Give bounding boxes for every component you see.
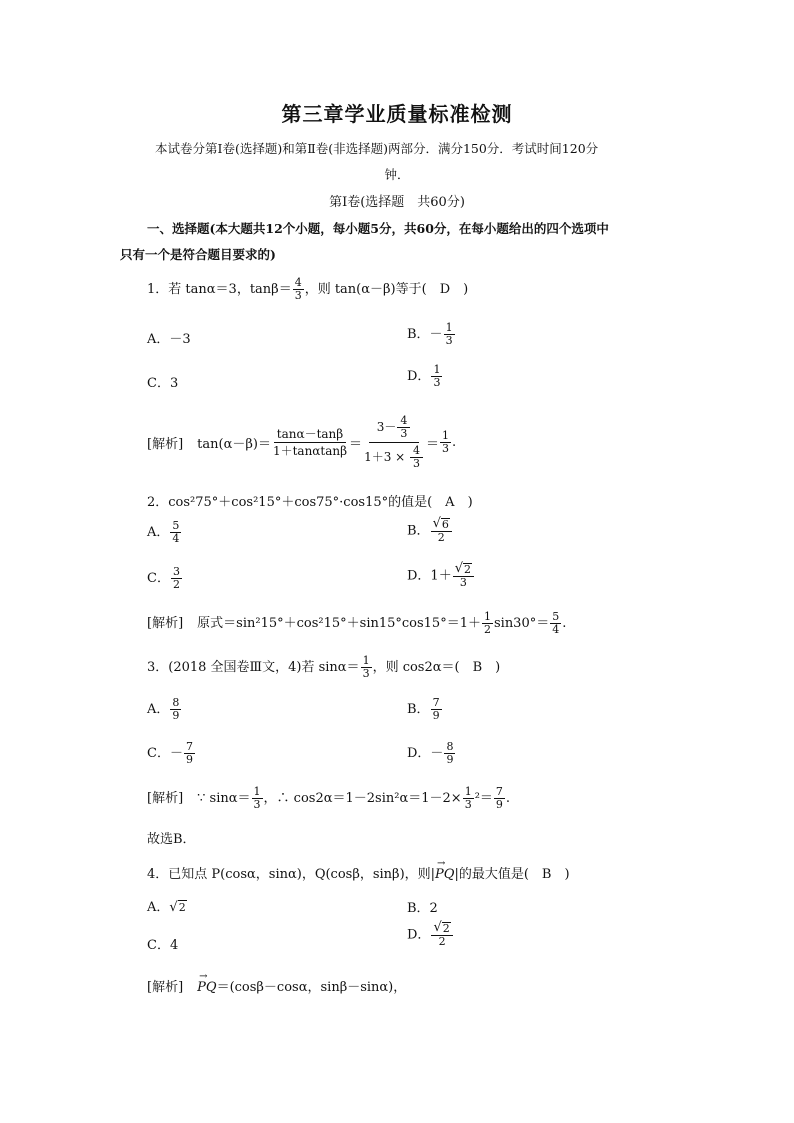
frac-den: 3: [445, 334, 453, 347]
option-label: A．: [147, 900, 170, 915]
frac-den: 3: [400, 426, 408, 440]
stem-text: |的最大值是( B ): [454, 867, 570, 882]
frac-den: 4: [552, 623, 560, 636]
q1-stem-part: β＝: [271, 282, 292, 297]
q1-option-d: [407, 364, 443, 389]
frac-den: 3: [459, 576, 467, 589]
frac-num: [453, 563, 474, 577]
q2-option-c-frac: [171, 566, 182, 591]
q2-option-a: [147, 520, 182, 545]
q1-option-c: C．3: [147, 376, 179, 391]
frac-den: 4: [172, 532, 180, 545]
option-label: C．－: [147, 746, 183, 761]
q1-frac-num: 4: [294, 276, 302, 289]
inner-frac: [397, 415, 410, 440]
solution-text: ²＝: [474, 791, 493, 806]
frac-den: 9: [446, 753, 454, 766]
q3-option-a: [147, 697, 182, 722]
q1-solution-lhs: tan(α－β)＝: [197, 436, 271, 452]
sqrt-arg: 6: [441, 518, 449, 531]
frac-num: 1: [253, 785, 261, 798]
q2-option-a-frac: [170, 520, 181, 545]
q4-option-b: B．2: [407, 901, 438, 916]
q1-option-b-frac: [444, 322, 455, 347]
frac: [252, 786, 263, 811]
vector-pq: → PQ: [435, 867, 454, 882]
q4-option-c: C．4: [147, 938, 179, 953]
q1-solution-frac-1: [273, 426, 347, 459]
q4-solution: [147, 976, 406, 995]
frac: [184, 741, 195, 766]
solution-text: 原式＝sin²15°＋cos²15°＋sin15°cos15°＝1＋: [197, 616, 481, 631]
solution-label: [解析]: [147, 980, 184, 995]
question-3-stem: [147, 655, 500, 680]
frac-num: [431, 518, 452, 532]
q4-option-a: [147, 896, 187, 915]
q2-option-d: [407, 563, 475, 589]
frac-num: 3: [172, 565, 180, 578]
q1-stem-part: ，则 tan(α－β)等于( D ): [304, 282, 469, 297]
sqrt-icon: √ 2: [454, 561, 471, 576]
sqrt-arg: 2: [442, 922, 450, 935]
q1-stem-part: 1．若 tan: [147, 282, 207, 297]
q2-option-c: [147, 566, 183, 591]
q3-conclusion: 故选B．: [147, 832, 196, 847]
frac-den: 3: [442, 441, 450, 455]
frac-num: 8: [446, 740, 454, 753]
frac-num: 7: [432, 696, 440, 709]
option-label: C．: [147, 571, 170, 586]
frac-den: 9: [172, 709, 180, 722]
option-label: A．: [147, 525, 170, 540]
frac-num: 4: [410, 445, 423, 458]
q1-option-b: [407, 322, 456, 347]
frac: [463, 786, 474, 811]
frac-den: 3: [413, 456, 421, 470]
frac: [431, 922, 452, 948]
intro-line-2: 钟．: [384, 167, 410, 182]
q1-solution-result: [440, 430, 451, 455]
solution-text: ＝(cosβ－cosα，sinβ－sinα)，: [216, 980, 407, 995]
frac-num: 1: [445, 321, 453, 334]
frac-den: 3: [362, 667, 370, 680]
question-1-stem: [147, 277, 468, 302]
option-label: B．: [407, 523, 430, 539]
equals-sign: ＝: [426, 436, 440, 452]
q1-stem-part: α＝3，tan: [206, 282, 272, 297]
sqrt-icon: √ 2: [433, 920, 450, 935]
q1-option-b-label: B．－: [407, 327, 443, 342]
q1-option-a: A．－3: [147, 332, 191, 347]
frac-num: 5: [172, 519, 180, 532]
q3-option-b: [407, 697, 443, 722]
frac-den: 2: [172, 578, 180, 591]
frac: [431, 697, 442, 722]
q3-option-d: [407, 741, 456, 766]
solution-label: [解析]: [147, 616, 184, 631]
q3-solution: [147, 786, 510, 811]
frac: [170, 697, 181, 722]
q1-option-d-frac: [431, 364, 442, 389]
section-instructions-1: 一、选择题(本大题共12个小题，每小题5分，共60分，在每小题给出的四个选项中: [147, 221, 609, 236]
period: .: [452, 434, 457, 450]
solution-text: ∵ sinα＝: [197, 791, 251, 806]
q3-option-c: [147, 741, 196, 766]
stem-text: 4．已知点 P(cosα，sinα)，Q(cosβ，sinβ)，则|: [147, 867, 436, 882]
option-label: D．－: [407, 746, 444, 761]
frac-den-compound: [364, 443, 424, 470]
option-label: A．: [147, 702, 170, 717]
vector-pq: → PQ: [197, 980, 216, 995]
frac-den: 2: [438, 935, 446, 948]
frac-num: 1: [464, 785, 472, 798]
frac: [444, 741, 455, 766]
page-title: 第三章学业质量标准检测: [281, 102, 513, 126]
solution-label: [解析]: [147, 436, 184, 452]
sqrt-arg: 2: [464, 563, 471, 576]
frac-den: 9: [432, 709, 440, 722]
section-instructions-2: 只有一个是符合题目要求的): [120, 247, 276, 262]
q2-solution-result: [550, 611, 561, 636]
period: .: [562, 616, 567, 631]
option-label: B．: [407, 702, 430, 717]
frac-num: 1: [442, 428, 450, 442]
q2-option-b: [407, 518, 453, 544]
q1-frac-den: 3: [294, 289, 302, 302]
sqrt-icon: √ 2: [169, 900, 186, 915]
frac-num: 5: [552, 610, 560, 623]
frac-num: 7: [185, 740, 193, 753]
equals-sign: ＝: [349, 436, 363, 452]
frac-num: 8: [172, 696, 180, 709]
question-4-stem: [147, 863, 570, 882]
solution-text: ，∴ cos2α＝1－2sin²α＝1－2×: [263, 791, 462, 806]
part-1-heading: 第Ⅰ卷(选择题 共60分): [329, 195, 465, 210]
solution-label: [解析]: [147, 791, 184, 806]
frac-den: 3: [433, 376, 441, 389]
frac-num-compound: [369, 415, 420, 443]
q4-option-d: [407, 922, 454, 948]
frac-den: 3: [464, 798, 472, 811]
inner-frac: [410, 445, 423, 470]
frac-den: 9: [185, 753, 193, 766]
frac-num: 1: [433, 363, 441, 376]
q1-option-d-label: D．: [407, 369, 431, 384]
question-2-stem: 2．cos²75°＋cos²15°＋cos75°·cos15°的值是( A ): [147, 495, 473, 510]
q2-solution-frac: [482, 611, 493, 636]
option-label: D．1＋: [407, 568, 452, 584]
q2-option-b-frac: [431, 518, 452, 544]
frac-den: 3: [253, 798, 261, 811]
q1-solution-frac-2: [364, 415, 424, 470]
text: 3－: [376, 419, 397, 434]
frac-num: 7: [495, 785, 503, 798]
frac-num: 1: [362, 654, 370, 667]
frac-den: 1＋tanαtanβ: [272, 443, 348, 458]
frac-den: 9: [495, 798, 503, 811]
q1-solution: [147, 404, 456, 480]
frac-num: 1: [483, 610, 491, 623]
frac-num: 4: [397, 415, 410, 428]
stem-text: 3．(2018 全国卷Ⅲ文，4)若 sinα＝: [147, 660, 360, 675]
stem-text: ，则 cos2α＝( B ): [372, 660, 501, 675]
solution-text: sin30°＝: [493, 616, 550, 631]
q2-solution: [147, 611, 566, 636]
frac-den: 2: [437, 531, 445, 544]
text: 1＋3 ×: [364, 449, 410, 464]
frac-num: [431, 922, 452, 936]
frac-den: 2: [483, 623, 491, 636]
period: .: [505, 791, 511, 806]
frac: [494, 786, 505, 811]
sqrt-icon: √ 6: [432, 516, 449, 531]
option-label: D．: [407, 927, 431, 943]
intro-line-1: 本试卷分第Ⅰ卷(选择题)和第Ⅱ卷(非选择题)两部分．满分150分．考试时间120分: [155, 141, 599, 156]
frac-num: tanα－tanβ: [274, 426, 346, 443]
q3-stem-frac: [361, 655, 372, 680]
q1-fraction: [293, 277, 304, 302]
sqrt-arg: 2: [178, 901, 186, 914]
q2-option-d-frac: [453, 563, 474, 589]
